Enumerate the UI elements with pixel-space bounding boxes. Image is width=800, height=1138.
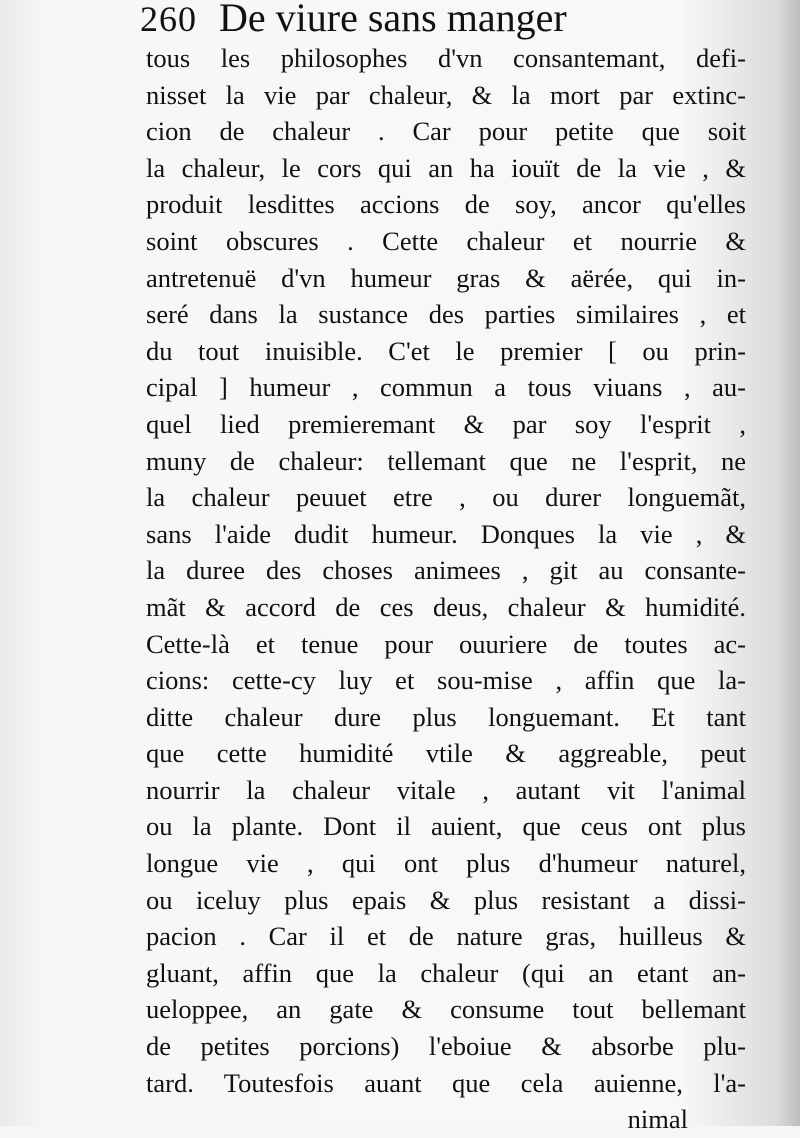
text-line: ditte chaleur dure plus longuemant. Et tant [146,701,746,732]
text-line: ou iceluy plus epais & plus resistant a dissi- [146,884,746,915]
text-line: du tout inuisible. C'et le premier [ ou prin- [146,335,746,366]
running-head: De viure sans manger [219,0,567,40]
text-line: ueloppee, an gate & consume tout bellemant [146,994,746,1025]
catchword: nimal [627,1104,688,1135]
text-line: longue vie , qui ont plus d'humeur naturel, [146,848,746,879]
text-line: muny de chaleur: tellemant que ne l'esprit, ne [146,445,746,476]
text-line: cions: cette-cy luy et sou-mise , affin que la- [146,665,746,696]
body-text [146,40,746,1138]
text-line: gluant, affin que la chaleur (qui an etant an- [146,957,746,988]
text-line: nisset la vie par chaleur, & la mort par extinc- [146,79,746,110]
text-line: cion de chaleur . Car pour petite que soit [146,116,746,147]
text-line: pacion . Car il et de nature gras, huilleus & [146,921,746,952]
text-line: de petites porcions) l'eboiue & absorbe plu- [146,1031,746,1062]
text-line: tard. Toutesfois auant que cela auienne, l'a- [146,1067,746,1098]
text-line: ou la plante. Dont il auient, que ceus ont plus [146,811,746,842]
text-line: cipal ] humeur , commun a tous viuans , au- [146,372,746,403]
text-line: la duree des choses animees , git au consante- [146,555,746,586]
text-line: antretenuë d'vn humeur gras & aërée, qui in- [146,262,746,293]
text-line: quel lied premieremant & par soy l'esprit , [146,408,746,439]
text-line: produit lesdittes accions de soy, ancor qu'elles [146,189,746,220]
text-line: sans l'aide dudit humeur. Donques la vie , & [146,518,746,549]
text-line: la chaleur peuuet etre , ou durer longuemãt, [146,482,746,513]
text-line: la chaleur, le cors qui an ha iouït de la vie , & [146,152,746,183]
text-line: Cette-là et tenue pour ouuriere de toutes ac- [146,628,746,659]
page-number: 260 [140,0,197,39]
text-line: soint obscures . Cette chaleur et nourrie & [146,225,746,256]
text-line: tous les philosophes d'vn consantemant, defi- [146,43,746,73]
text-line: seré dans la sustance des parties similaires , et [146,299,746,330]
text-line: que cette humidité vtile & aggreable, peut [146,738,746,769]
text-line: mãt & accord de ces deus, chaleur & humidité. [146,591,746,622]
page-header [140,0,760,40]
text-line: nourrir la chaleur vitale , autant vit l'animal [146,774,746,805]
